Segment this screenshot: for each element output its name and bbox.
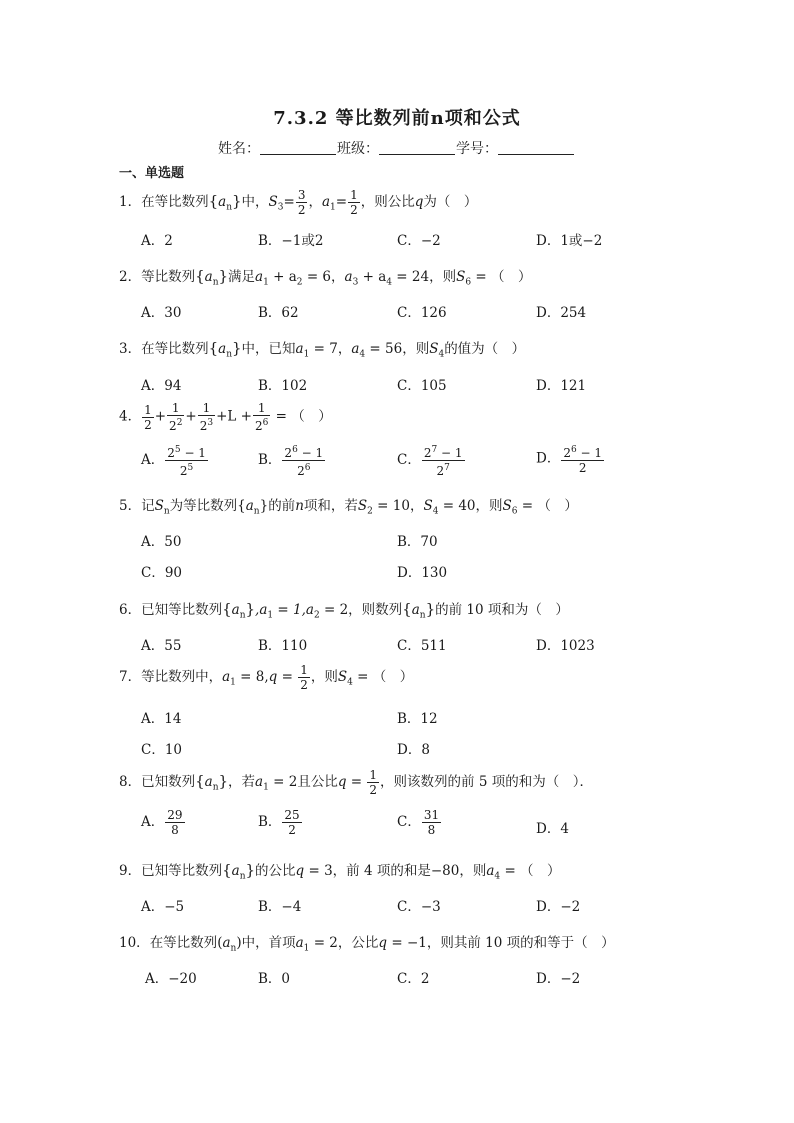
- q7-option-d[interactable]: D．8: [397, 742, 430, 758]
- q10-option-b[interactable]: B．0: [258, 971, 291, 987]
- q2-option-d[interactable]: D．254: [536, 305, 587, 321]
- q6-option-d[interactable]: D．1023: [536, 638, 595, 654]
- section-heading: 一、单选题: [119, 166, 185, 181]
- q6-option-a[interactable]: A．55: [141, 638, 182, 654]
- q9-option-d[interactable]: D．−2: [536, 899, 581, 915]
- question-3: 3．在等比数列$\{a_n\}$中，已知$a_1 = 7$，$a_4 = 56$，则$S_4$的值为（ ）: [119, 339, 526, 360]
- q7-option-b[interactable]: B．12: [397, 711, 438, 727]
- q4-option-a[interactable]: A． $\frac{2^5 - 1}{2^5}$: [141, 445, 206, 478]
- question-10: 10．在等比数列$(a_n)$中，首项$a_1 = 2$，公比q = −1，则其前 10 项的和等于（ ）: [119, 935, 615, 954]
- q2-option-b[interactable]: B．62: [258, 305, 299, 321]
- q5-option-d[interactable]: D．130: [397, 565, 448, 581]
- q4-option-c[interactable]: C． $\frac{2^7 - 1}{2^7}$: [397, 445, 463, 478]
- question-2: 2．等比数列$\{a_n\}$满足$a_1 + a_2 = 6$，$a_3 + a_4 = 24$，则$S_6$ = （ ）: [119, 267, 532, 288]
- q6-option-c[interactable]: C．511: [397, 638, 447, 654]
- q7-option-a[interactable]: A．14: [141, 711, 182, 727]
- question-4: 4． $\frac{1}{2}$ + $\frac{1}{2^2}$ + $\frac{1}{2^3}$ +L + $\frac{1}{2^6}$ = （ ）: [119, 401, 332, 433]
- id-blank[interactable]: [498, 142, 574, 155]
- q10-option-c[interactable]: C．2: [397, 971, 430, 987]
- fraction: $\frac{1}{2}$: [350, 188, 358, 217]
- q1-option-d[interactable]: D．1或−2: [536, 233, 603, 249]
- q9-option-c[interactable]: C．−3: [397, 899, 441, 915]
- q8-option-a[interactable]: A． $\frac{29}{8}$: [141, 808, 183, 837]
- question-5: 5．记$S_n$为等比数列$\{a_n\}$的前n项和，若$S_2 = 10$，$S_4 = 40$，则$S_6$ = （ ）: [119, 498, 578, 517]
- question-9: 9．已知等比数列$\{a_n\}$的公比q = 3，前 4 项的和是−80，则$a_4$ = （ ）: [119, 861, 561, 882]
- id-label: 学号：: [456, 141, 498, 157]
- q7-option-c[interactable]: C．10: [141, 742, 183, 758]
- q5-option-a[interactable]: A．50: [141, 534, 182, 550]
- q5-option-c[interactable]: C．90: [141, 565, 183, 581]
- page-title: 7.3.2 等比数列前n项和公式: [273, 108, 521, 129]
- q2-option-c[interactable]: C．126: [397, 305, 447, 321]
- q4-option-b[interactable]: B． $\frac{2^6 - 1}{2^6}$: [258, 445, 324, 478]
- q6-option-b[interactable]: B．110: [258, 638, 308, 654]
- q3-option-b[interactable]: B．102: [258, 378, 308, 394]
- class-blank[interactable]: [379, 142, 455, 155]
- q3-option-c[interactable]: C．105: [397, 378, 447, 394]
- q9-option-a[interactable]: A．−5: [141, 899, 185, 915]
- question-1: 1．在等比数列$\{a_n\}$中，$S_3=$ $\frac{3}{2}$ ，$a_1=$ $\frac{1}{2}$ ，则公比q为（ ）: [119, 188, 478, 217]
- q3-option-d[interactable]: D．121: [536, 378, 587, 394]
- question-8: 8．已知数列$\{a_n\}$，若$a_1 = 2$且公比q = $\frac{1}{2}$ ，则该数列的前 5 项的和为（ ）．: [119, 768, 593, 797]
- q8-option-c[interactable]: C． $\frac{31}{8}$: [397, 808, 440, 837]
- q1-option-a[interactable]: A．2: [141, 233, 173, 249]
- q10-option-a[interactable]: A．−20: [145, 971, 197, 987]
- q1-option-c[interactable]: C．−2: [397, 233, 441, 249]
- question-7: 7．等比数列中，$a_1 = 8,q$ = $\frac{1}{2}$ ，则$S_4$ = （ ）: [119, 663, 414, 692]
- q1-option-b[interactable]: B．−1或2: [258, 233, 324, 249]
- q5-option-b[interactable]: B．70: [397, 534, 438, 550]
- class-label: 班级：: [337, 141, 379, 157]
- q4-option-d[interactable]: D． $\frac{2^6 - 1}{2}$: [536, 445, 603, 475]
- q2-option-a[interactable]: A．30: [141, 305, 182, 321]
- fraction: $\frac{3}{2}$: [297, 188, 306, 217]
- name-blank[interactable]: [260, 142, 336, 155]
- student-info-line: [218, 138, 575, 158]
- q9-option-b[interactable]: B．−4: [258, 899, 302, 915]
- q8-option-d[interactable]: D．4: [536, 821, 569, 837]
- q8-option-b[interactable]: B． $\frac{25}{2}$: [258, 808, 300, 837]
- question-6: 6．已知等比数列$\{a_n\},a_1 = 1,a_2 = 2$，则数列$\{a_n\}$的前 10 项和为（ ）: [119, 600, 569, 621]
- q3-option-a[interactable]: A．94: [141, 378, 182, 394]
- q10-option-d[interactable]: D．−2: [536, 971, 581, 987]
- name-label: 姓名：: [218, 141, 260, 157]
